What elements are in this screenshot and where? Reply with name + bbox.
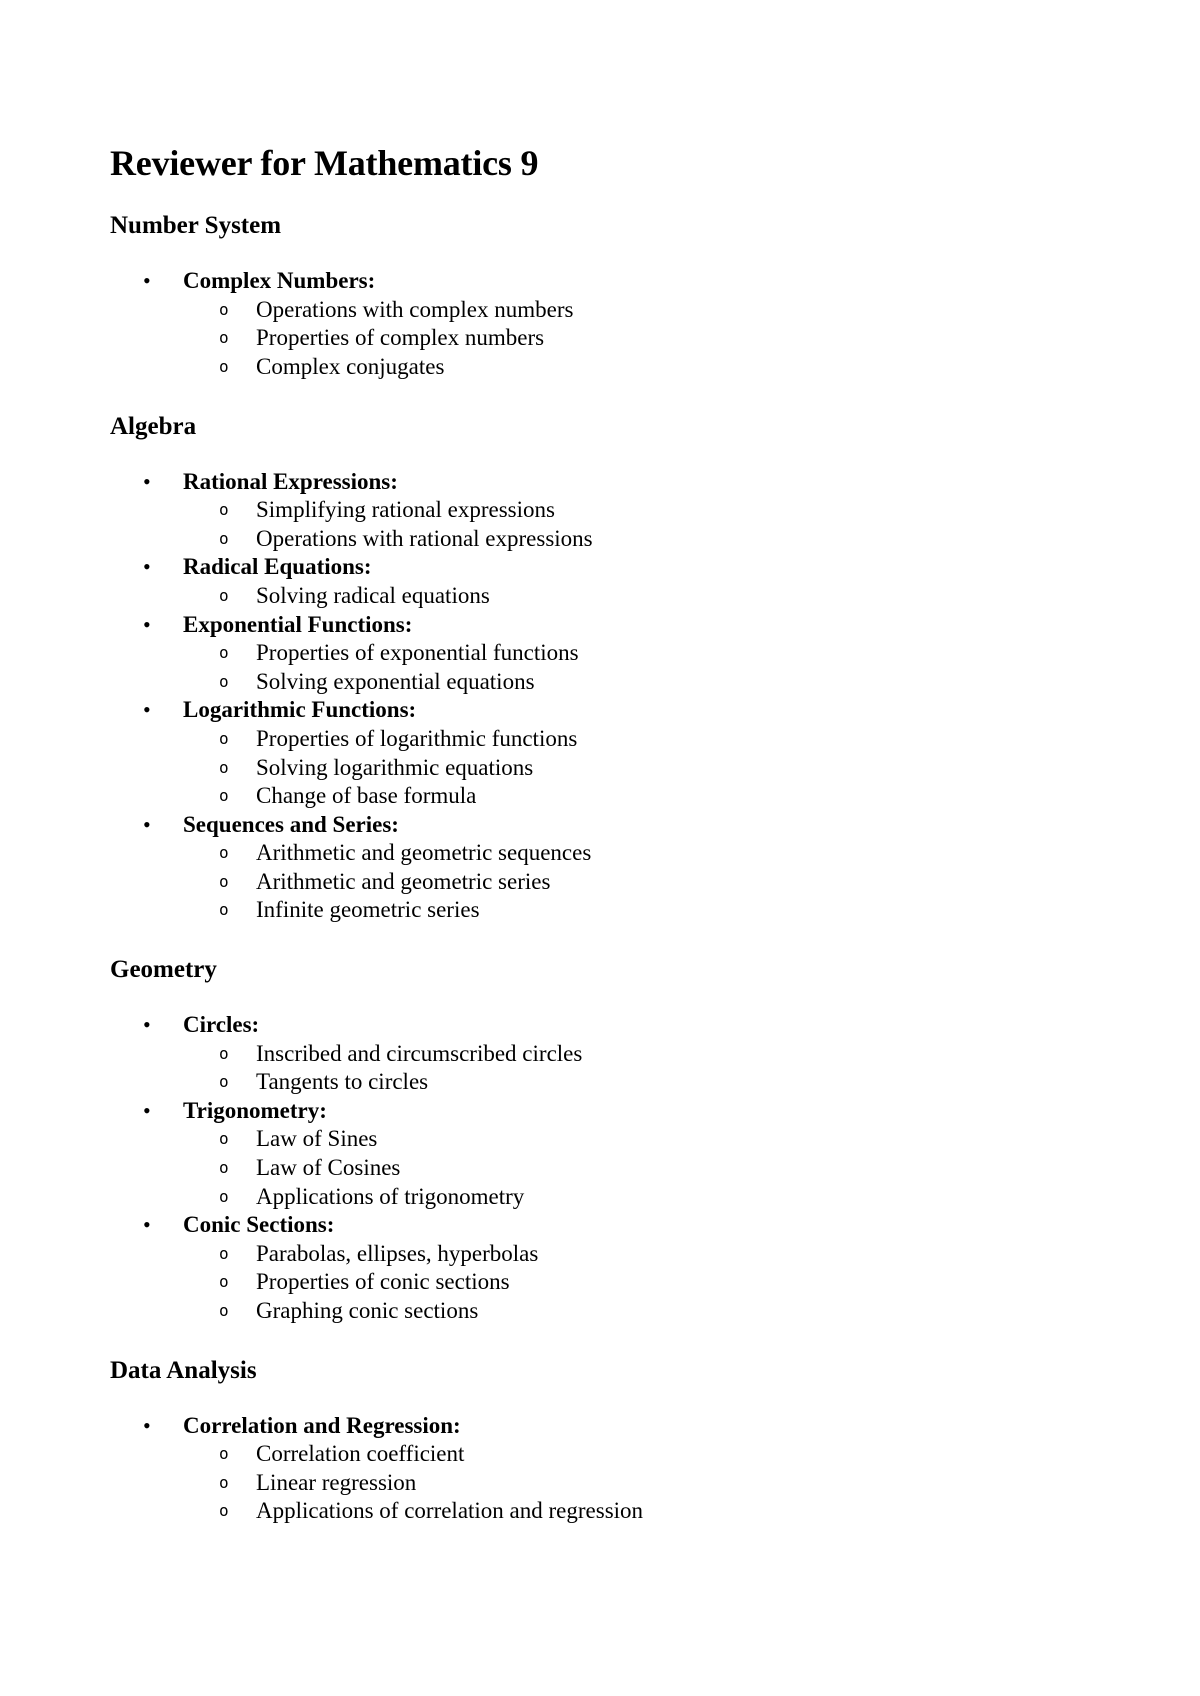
subtopic-text: Change of base formula <box>256 783 477 809</box>
subtopic-text: Solving radical equations <box>256 582 490 608</box>
topic-item <box>110 811 1110 925</box>
topic-label: Logarithmic Functions: <box>183 697 417 723</box>
section-heading: Number System <box>110 212 282 240</box>
circle-bullet-icon: o <box>219 1243 229 1263</box>
subtopic-item <box>183 1183 1110 1212</box>
subtopic-text: Law of Sines <box>256 1126 378 1152</box>
circle-bullet-icon: o <box>219 728 229 748</box>
circle-bullet-icon: o <box>219 1272 229 1292</box>
sections-container <box>110 211 1110 1526</box>
topic-label: Trigonometry: <box>183 1097 327 1123</box>
subtopic-text: Correlation coefficient <box>256 1441 465 1467</box>
circle-bullet-icon: o <box>219 671 229 691</box>
subtopic-text: Properties of exponential functions <box>256 640 579 666</box>
section-heading: Geometry <box>110 956 217 984</box>
subtopic-text: Properties of complex numbers <box>256 325 545 351</box>
subtopic-item <box>183 1125 1110 1154</box>
subtopic-text: Applications of trigonometry <box>256 1183 525 1209</box>
subtopic-text: Simplifying rational expressions <box>256 497 555 523</box>
subtopic-text: Graphing conic sections <box>256 1298 479 1323</box>
section <box>110 211 1110 381</box>
bullet-icon: • <box>143 1412 151 1438</box>
circle-bullet-icon: o <box>219 871 229 891</box>
section <box>110 1356 1110 1526</box>
subtopic-list <box>183 1040 1110 1097</box>
section <box>110 412 1110 926</box>
topic-item <box>110 468 1110 554</box>
bullet-icon: • <box>143 1212 151 1238</box>
subtopic-item <box>183 754 1110 783</box>
subtopic-item <box>183 296 1110 325</box>
topic-item <box>110 1211 1110 1325</box>
subtopic-list <box>183 639 1110 696</box>
subtopic-item <box>183 868 1110 897</box>
subtopic-text: Arithmetic and geometric sequences <box>256 840 592 866</box>
circle-bullet-icon: o <box>219 299 229 319</box>
circle-bullet-icon: o <box>219 585 229 605</box>
topic-list <box>110 267 1110 381</box>
circle-bullet-icon: o <box>219 1501 229 1521</box>
subtopic-item <box>183 896 1110 925</box>
circle-bullet-icon: o <box>219 500 229 520</box>
section-heading: Algebra <box>110 412 197 440</box>
circle-bullet-icon: o <box>219 1158 229 1178</box>
subtopic-item <box>183 639 1110 668</box>
subtopic-item <box>183 1154 1110 1183</box>
topic-item <box>110 1097 1110 1211</box>
circle-bullet-icon: o <box>219 1129 229 1149</box>
subtopic-item <box>183 1497 1110 1526</box>
subtopic-list <box>183 1240 1110 1326</box>
bullet-icon: • <box>143 697 151 723</box>
circle-bullet-icon: o <box>219 900 229 920</box>
subtopic-item <box>183 324 1110 353</box>
subtopic-item <box>183 1440 1110 1469</box>
subtopic-text: Operations with rational expressions <box>256 525 593 551</box>
topic-label: Correlation and Regression: <box>183 1412 461 1438</box>
circle-bullet-icon: o <box>219 356 229 376</box>
subtopic-text: Properties of conic sections <box>256 1269 510 1295</box>
subtopic-text: Solving logarithmic equations <box>256 754 534 780</box>
circle-bullet-icon: o <box>219 1043 229 1063</box>
subtopic-text: Linear regression <box>256 1469 417 1495</box>
circle-bullet-icon: o <box>219 843 229 863</box>
subtopic-text: Infinite geometric series <box>256 897 480 923</box>
subtopic-text: Operations with complex numbers <box>256 296 574 322</box>
subtopic-item <box>183 353 1110 382</box>
topic-list <box>110 1011 1110 1326</box>
subtopic-list <box>183 1440 1110 1526</box>
bullet-icon: • <box>143 268 151 294</box>
bullet-icon: • <box>143 468 151 494</box>
topic-item <box>110 1412 1110 1526</box>
subtopic-list <box>183 296 1110 382</box>
subtopic-text: Complex conjugates <box>256 353 445 379</box>
circle-bullet-icon: o <box>219 1072 229 1092</box>
topic-label: Complex Numbers: <box>183 268 376 294</box>
subtopic-item <box>183 525 1110 554</box>
subtopic-text: Inscribed and circumscribed circles <box>256 1040 583 1066</box>
topic-item <box>110 553 1110 610</box>
subtopic-text: Parabolas, ellipses, hyperbolas <box>256 1240 539 1266</box>
topic-list <box>110 1412 1110 1526</box>
topic-label: Conic Sections: <box>183 1212 335 1238</box>
subtopic-list <box>183 839 1110 925</box>
subtopic-item <box>183 1268 1110 1297</box>
circle-bullet-icon: o <box>219 757 229 777</box>
topic-label: Sequences and Series: <box>183 811 399 837</box>
bullet-icon: • <box>143 1012 151 1038</box>
subtopic-item <box>183 668 1110 697</box>
subtopic-text: Arithmetic and geometric series <box>256 868 551 894</box>
subtopic-item <box>183 782 1110 811</box>
document-body <box>110 142 1110 1556</box>
subtopic-text: Law of Cosines <box>256 1155 401 1181</box>
circle-bullet-icon: o <box>219 1186 229 1206</box>
circle-bullet-icon: o <box>219 1444 229 1464</box>
circle-bullet-icon: o <box>219 528 229 548</box>
circle-bullet-icon: o <box>219 328 229 348</box>
bullet-icon: • <box>143 811 151 837</box>
subtopic-item <box>183 582 1110 611</box>
topic-item <box>110 611 1110 697</box>
subtopic-item <box>183 725 1110 754</box>
subtopic-text: Solving exponential equations <box>256 668 535 694</box>
circle-bullet-icon: o <box>219 1472 229 1492</box>
topic-item <box>110 1011 1110 1097</box>
topic-label: Rational Expressions: <box>183 468 398 494</box>
subtopic-item <box>183 1068 1110 1097</box>
topic-item <box>110 696 1110 810</box>
bullet-icon: • <box>143 554 151 580</box>
topic-label: Exponential Functions: <box>183 611 413 637</box>
section <box>110 955 1110 1326</box>
section-heading: Data Analysis <box>110 1356 257 1384</box>
subtopic-text: Applications of correlation and regression <box>256 1498 644 1524</box>
bullet-icon: • <box>143 1097 151 1123</box>
subtopic-text: Tangents to circles <box>256 1069 429 1095</box>
subtopic-item <box>183 1469 1110 1498</box>
topic-label: Circles: <box>183 1012 260 1038</box>
subtopic-list <box>183 582 1110 611</box>
subtopic-item <box>183 1297 1110 1326</box>
subtopic-list <box>183 496 1110 553</box>
subtopic-text: Properties of logarithmic functions <box>256 725 578 751</box>
circle-bullet-icon: o <box>219 786 229 806</box>
page-title: Reviewer for Mathematics 9 <box>110 143 539 183</box>
subtopic-item <box>183 496 1110 525</box>
topic-label: Radical Equations: <box>183 554 372 580</box>
circle-bullet-icon: o <box>219 643 229 663</box>
subtopic-item <box>183 839 1110 868</box>
bullet-icon: • <box>143 611 151 637</box>
subtopic-list <box>183 1125 1110 1211</box>
subtopic-item <box>183 1240 1110 1269</box>
subtopic-item <box>183 1040 1110 1069</box>
circle-bullet-icon: o <box>219 1301 229 1320</box>
topic-list <box>110 468 1110 926</box>
topic-item <box>110 267 1110 381</box>
subtopic-list <box>183 725 1110 811</box>
